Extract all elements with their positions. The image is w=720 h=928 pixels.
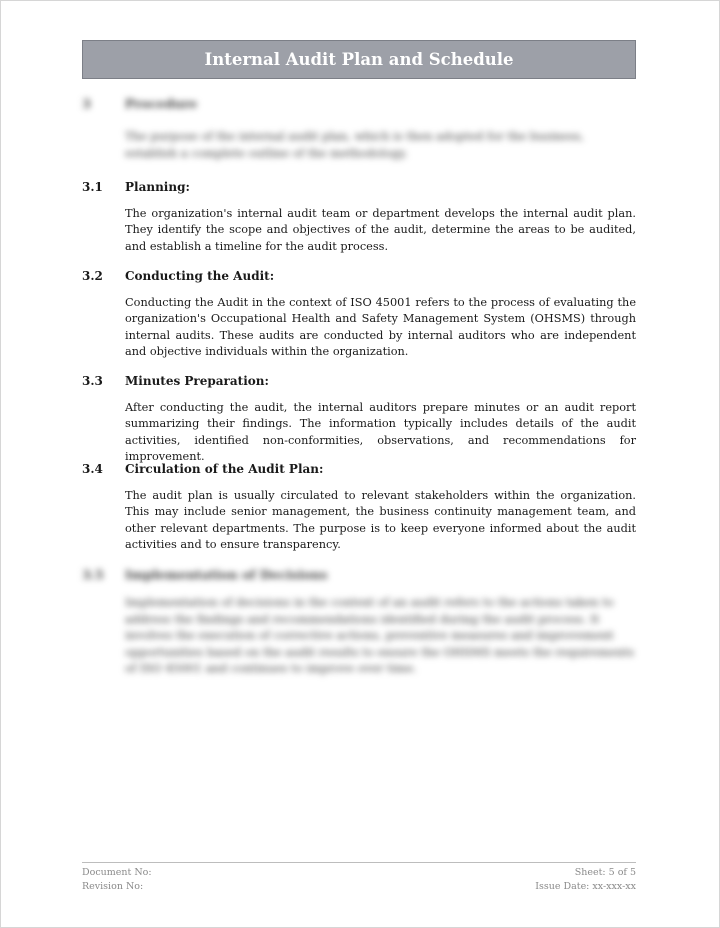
section-3-4 [82,462,636,553]
section-title: Circulation of the Audit Plan: [125,462,324,476]
footer-left [82,866,152,894]
section-body: The organization's internal audit team or department develops the internal audit plan. They identify the scope and objectives of the audit, determine the areas to be audited, and establish a timeline for the audit process. [125,207,636,253]
blurred-section-number: 3.5 [82,567,104,582]
section-3-2 [82,269,636,360]
section-body: The audit plan is usually circulated to relevant stakeholders within the organization. This may include senior management, the business continuity management team, and other relevant departments. The purpose is to keep everyone informed about the audit activities and to ensure transparency. [125,489,636,551]
section-heading [82,462,636,480]
revision-number-label: Revision No: [82,881,144,892]
section-heading [82,180,636,198]
page-title: Internal Audit Plan and Schedule [204,50,514,69]
section-number: 3.2 [82,269,103,283]
title-banner [82,40,636,79]
section-title: Planning: [125,180,190,194]
blurred-section-heading [82,567,634,587]
section-body: Conducting the Audit in the context of ISO 45001 refers to the process of evaluating the organization's Occupational Health and Safety Management System (OHSMS) through internal audits. These audits are conducted by internal auditors who are independent and objective individuals within the organization. [125,296,636,358]
section-number: 3.3 [82,374,103,388]
issue-date: Issue Date: xx-xxx-xx [535,881,636,892]
blurred-section-title: Procedure [125,96,198,111]
section-3-3 [82,374,636,465]
footer-right [535,866,636,894]
section-title: Minutes Preparation: [125,374,269,388]
section-heading [82,269,636,287]
blurred-section-text: The purpose of the internal audit plan, which is then adopted for the business, establish a complete outline of the methodology. [125,129,584,160]
section-title: Conducting the Audit: [125,269,275,283]
blurred-section-title: Implementation of Decisions [125,567,328,582]
blurred-section-number: 3 [82,96,91,111]
blurred-section-heading [82,96,634,116]
blurred-section-text: Implementation of decisions in the context of an audit refers to the actions taken to address the findings and recommendations identified during the audit process. It involves the execution of corrective actions, preventive measures and improvement opportunities based on the audit results to ensure the OHSMS meets the requirements of ISO 45001 and continues to improve over time. [125,595,634,675]
section-heading [82,374,636,392]
section-number: 3.1 [82,180,103,194]
section-3-1 [82,180,636,255]
document-number-label: Document No: [82,867,152,878]
sheet-number: Sheet: 5 of 5 [574,867,636,878]
section-body: After conducting the audit, the internal auditors prepare minutes or an audit report summarizing their findings. The information typically includes details of the audit activities, identified non-conformities, observations, and recommendations for improvement. [125,401,636,463]
footer-divider [82,862,636,863]
section-number: 3.4 [82,462,103,476]
